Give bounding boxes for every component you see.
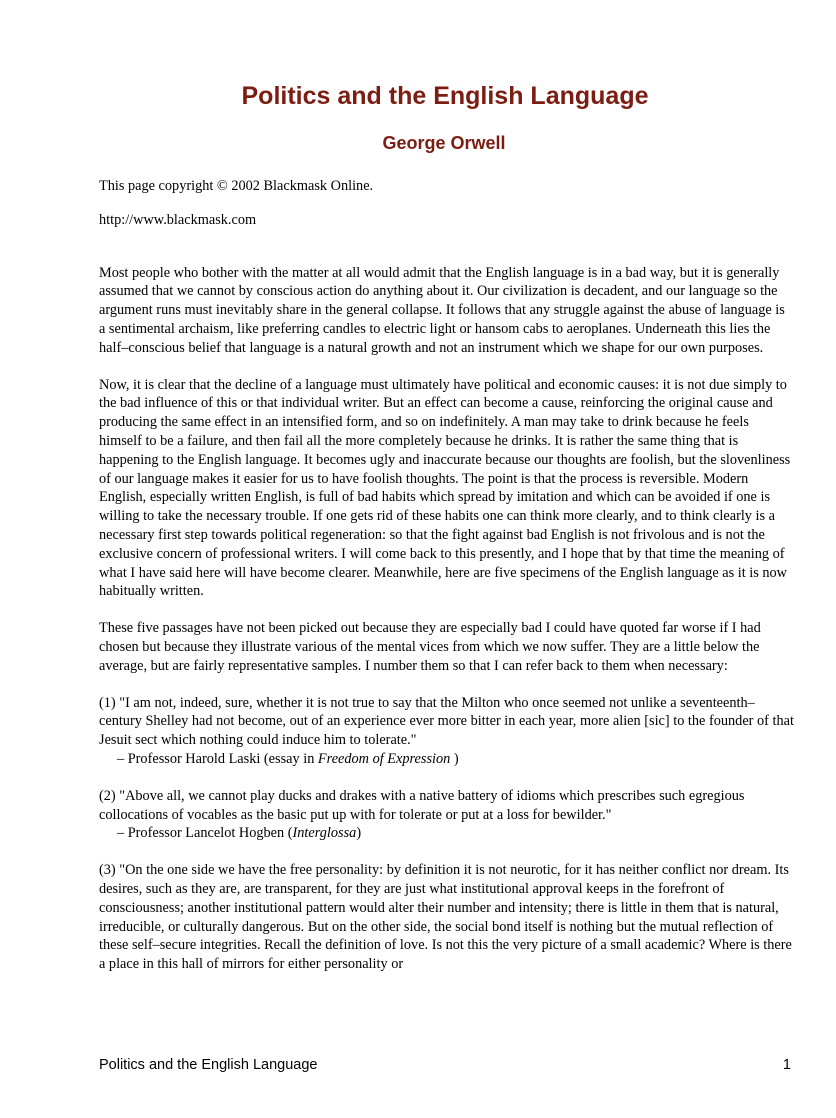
attribution-work: Freedom of Expression <box>317 750 451 767</box>
document-title: Politics and the English Language <box>241 82 649 110</box>
paragraph: Most people who bother with the matter at all would admit that the English language is in a bad way, but it is generally assumed that we cannot by conscious action do anything about it. Our civilization is decadent, and our language so the argument runs must inevitably share in the general collapse. It follows that any struggle against the abuse of language is a sentimental archaism, like preferring candles to electric light or hansom cabs to aeroplanes. Underneath this lies the half–conscious belief that language is a natural growth and not an instrument which we shape for our own purposes. <box>99 264 785 356</box>
quoted-passage-2 <box>99 787 794 843</box>
attribution-author: – Professor Lancelot Hogben ( <box>117 825 293 842</box>
quoted-passage-1 <box>99 694 794 769</box>
copyright-notice: This page copyright © 2002 Blackmask Online. <box>99 178 374 194</box>
quote-text: (2) "Above all, we cannot play ducks and drakes with a native battery of idioms which prescribes such egregious collocations of vocables as the basic put up with for tolerate or put at a loss for bewilder." <box>99 787 745 823</box>
quote-text: (1) "I am not, indeed, sure, whether it is not true to say that the Milton who once seemed not unlike a seventeenth–century Shelley had not become, out of an experience ever more bitter in each year, more alien [sic] to the founder of that Jesuit sect which nothing could induce him to tolerate." <box>99 694 794 749</box>
document-author: George Orwell <box>382 133 506 153</box>
quoted-passage-3 <box>99 861 794 974</box>
attribution-author: – Professor Harold Laski (essay in <box>117 750 318 767</box>
paragraph: Now, it is clear that the decline of a language must ultimately have political and economic causes: it is not due simply to the bad influence of this or that individual writer. But an effect can become a cause, reinforcing the original cause and producing the same effect in an intensified form, and so on indefinitely. A man may take to drink because he feels himself to be a failure, and then fail all the more completely because he drinks. It is rather the same thing that is happening to the English language. It becomes ugly and inaccurate because our thoughts are foolish, but the slovenliness of our language makes it easier for us to have foolish thoughts. The point is that the process is reversible. Modern English, especially written English, is full of bad habits which spread by imitation and which can be avoided if one is willing to take the necessary trouble. If one gets rid of these habits one can think more clearly, and to think clearly is a necessary first step towards political regeneration: so that the fight against bad English is not frivolous and is not the exclusive concern of professional writers. I will come back to this presently, and I hope that by that time the meaning of what I have said here will have become clearer. Meanwhile, here are five specimens of the English language as it is now habitually written. <box>99 376 791 600</box>
footer-title: Politics and the English Language <box>99 1057 318 1073</box>
document-body <box>99 177 794 992</box>
quote-text: (3) "On the one side we have the free personality: by definition it is not neurotic, for it has neither conflict nor dream. Its desires, such as they are, are transparent, for they are just what institutional approval keeps in the forefront of consciousness; another institutional pattern would alter their number and intensity; there is little in them that is natural, irreducible, or culturally dangerous. But on the other side, the social bond itself is nothing but the mutual reflection of these self–secure integrities. Recall the definition of love. Is not this the very picture of a small academic? Where is there a place in this hall of mirrors for either personality or <box>99 862 792 973</box>
attribution-close: ) <box>356 825 362 842</box>
attribution-close: ) <box>450 750 459 767</box>
attribution-work: Interglossa <box>292 825 357 842</box>
source-url: http://www.blackmask.com <box>99 211 257 228</box>
quote-attribution <box>99 750 794 769</box>
quote-attribution <box>99 824 794 843</box>
page-number: 1 <box>782 1057 791 1073</box>
paragraph: These five passages have not been picked out because they are especially bad I could have quoted far worse if I had chosen but because they illustrate various of the mental vices from which we now suffer. They are a little below the average, but are fairly representative samples. I number them so that I can refer back to them when necessary: <box>99 620 761 674</box>
